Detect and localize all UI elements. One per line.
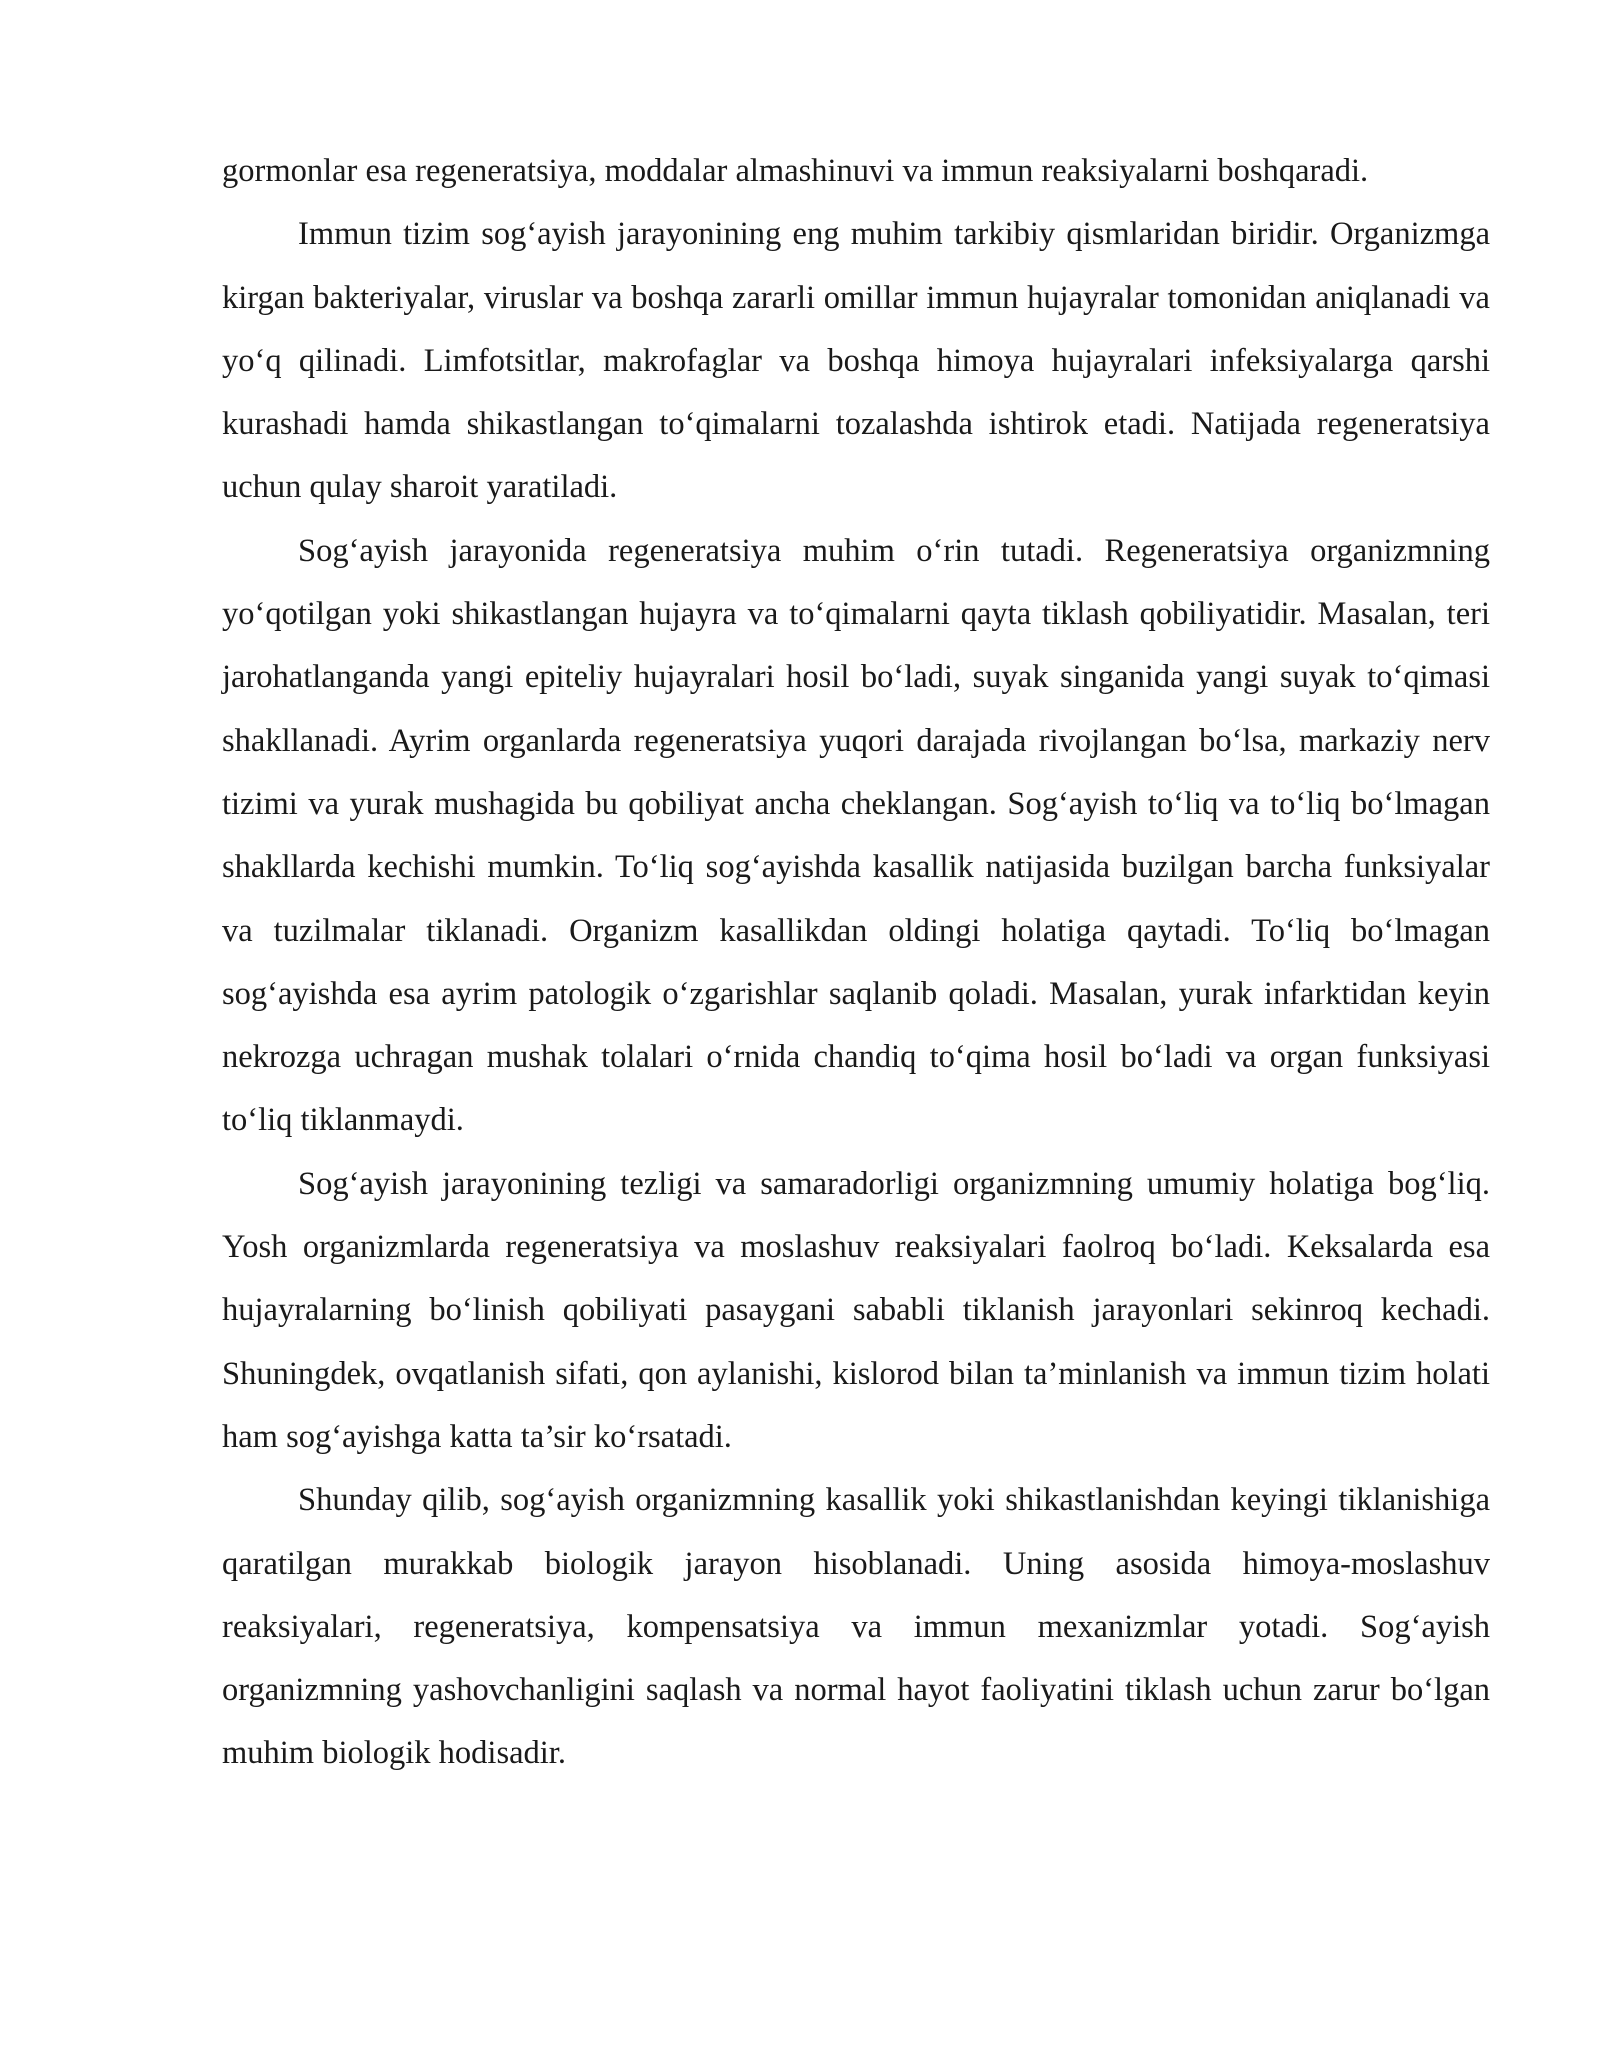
paragraph-immune-system: Immun tizim sog‘ayish jarayonining eng muhim tarkibiy qismlaridan biridir. Organizmga kirgan bakteriyalar, viruslar va boshqa zararli omillar immun hujayralar tomonidan aniqlanadi va yo‘q qilinadi. Limfotsitlar, makrofaglar va boshqa himoya hujayralari infeksiyalarga qarshi kurashadi hamda shikastlangan to‘qimalarni tozalashda ishtirok etadi. Natijada regeneratsiya uchun qulay sharoit yaratiladi. <box>222 216 1490 506</box>
body-text <box>222 140 1490 1786</box>
paragraph-regeneration: Sog‘ayish jarayonida regeneratsiya muhim o‘rin tutadi. Regeneratsiya organizmning yo‘qotilgan yoki shikastlangan hujayra va to‘qimalarni qayta tiklash qobiliyatidir. Masalan, teri jarohatlanganda yangi epiteliy hujayralari hosil bo‘ladi, suyak singanida yangi suyak to‘qimasi shakllanadi. Ayrim organlarda regeneratsiya yuqori darajada rivojlangan bo‘lsa, markaziy nerv tizimi va yurak mushagida bu qobiliyat ancha cheklangan. Sog‘ayish to‘liq va to‘liq bo‘lmagan shakllarda kechishi mumkin. To‘liq sog‘ayishda kasallik natijasida buzilgan barcha funksiyalar va tuzilmalar tiklanadi. Organizm kasallikdan oldingi holatiga qaytadi. To‘liq bo‘lmagan sog‘ayishda esa ayrim patologik o‘zgarishlar saqlanib qoladi. Masalan, yurak infarktidan keyin nekrozga uchragan mushak tolalari o‘rnida chandiq to‘qima hosil bo‘ladi va organ funksiyasi to‘liq tiklanmaydi. <box>222 532 1490 1139</box>
paragraph-healing-speed: Sog‘ayish jarayonining tezligi va samaradorligi organizmning umumiy holatiga bog‘liq. Yosh organizmlarda regeneratsiya va moslashuv reaksiyalari faolroq bo‘ladi. Keksalarda esa hujayralarning bo‘linish qobiliyati pasaygani sababli tiklanish jarayonlari sekinroq kechadi. Shuningdek, ovqatlanish sifati, qon aylanishi, kislorod bilan ta’minlanish va immun tizim holati ham sog‘ayishga katta ta’sir ko‘rsatadi. <box>222 1165 1490 1455</box>
paragraph-conclusion: Shunday qilib, sog‘ayish organizmning kasallik yoki shikastlanishdan keyingi tiklanishiga qaratilgan murakkab biologik jarayon hisoblanadi. Uning asosida himoya-moslashuv reaksiyalari, regeneratsiya, kompensatsiya va immun mexanizmlar yotadi. Sog‘ayish organizmning yashovchanligini saqlash va normal hayot faoliyatini tiklash uchun zarur bo‘lgan muhim biologik hodisadir. <box>222 1482 1490 1772</box>
paragraph-continuation: gormonlar esa regeneratsiya, moddalar almashinuvi va immun reaksiyalarni boshqaradi. <box>222 153 1369 189</box>
